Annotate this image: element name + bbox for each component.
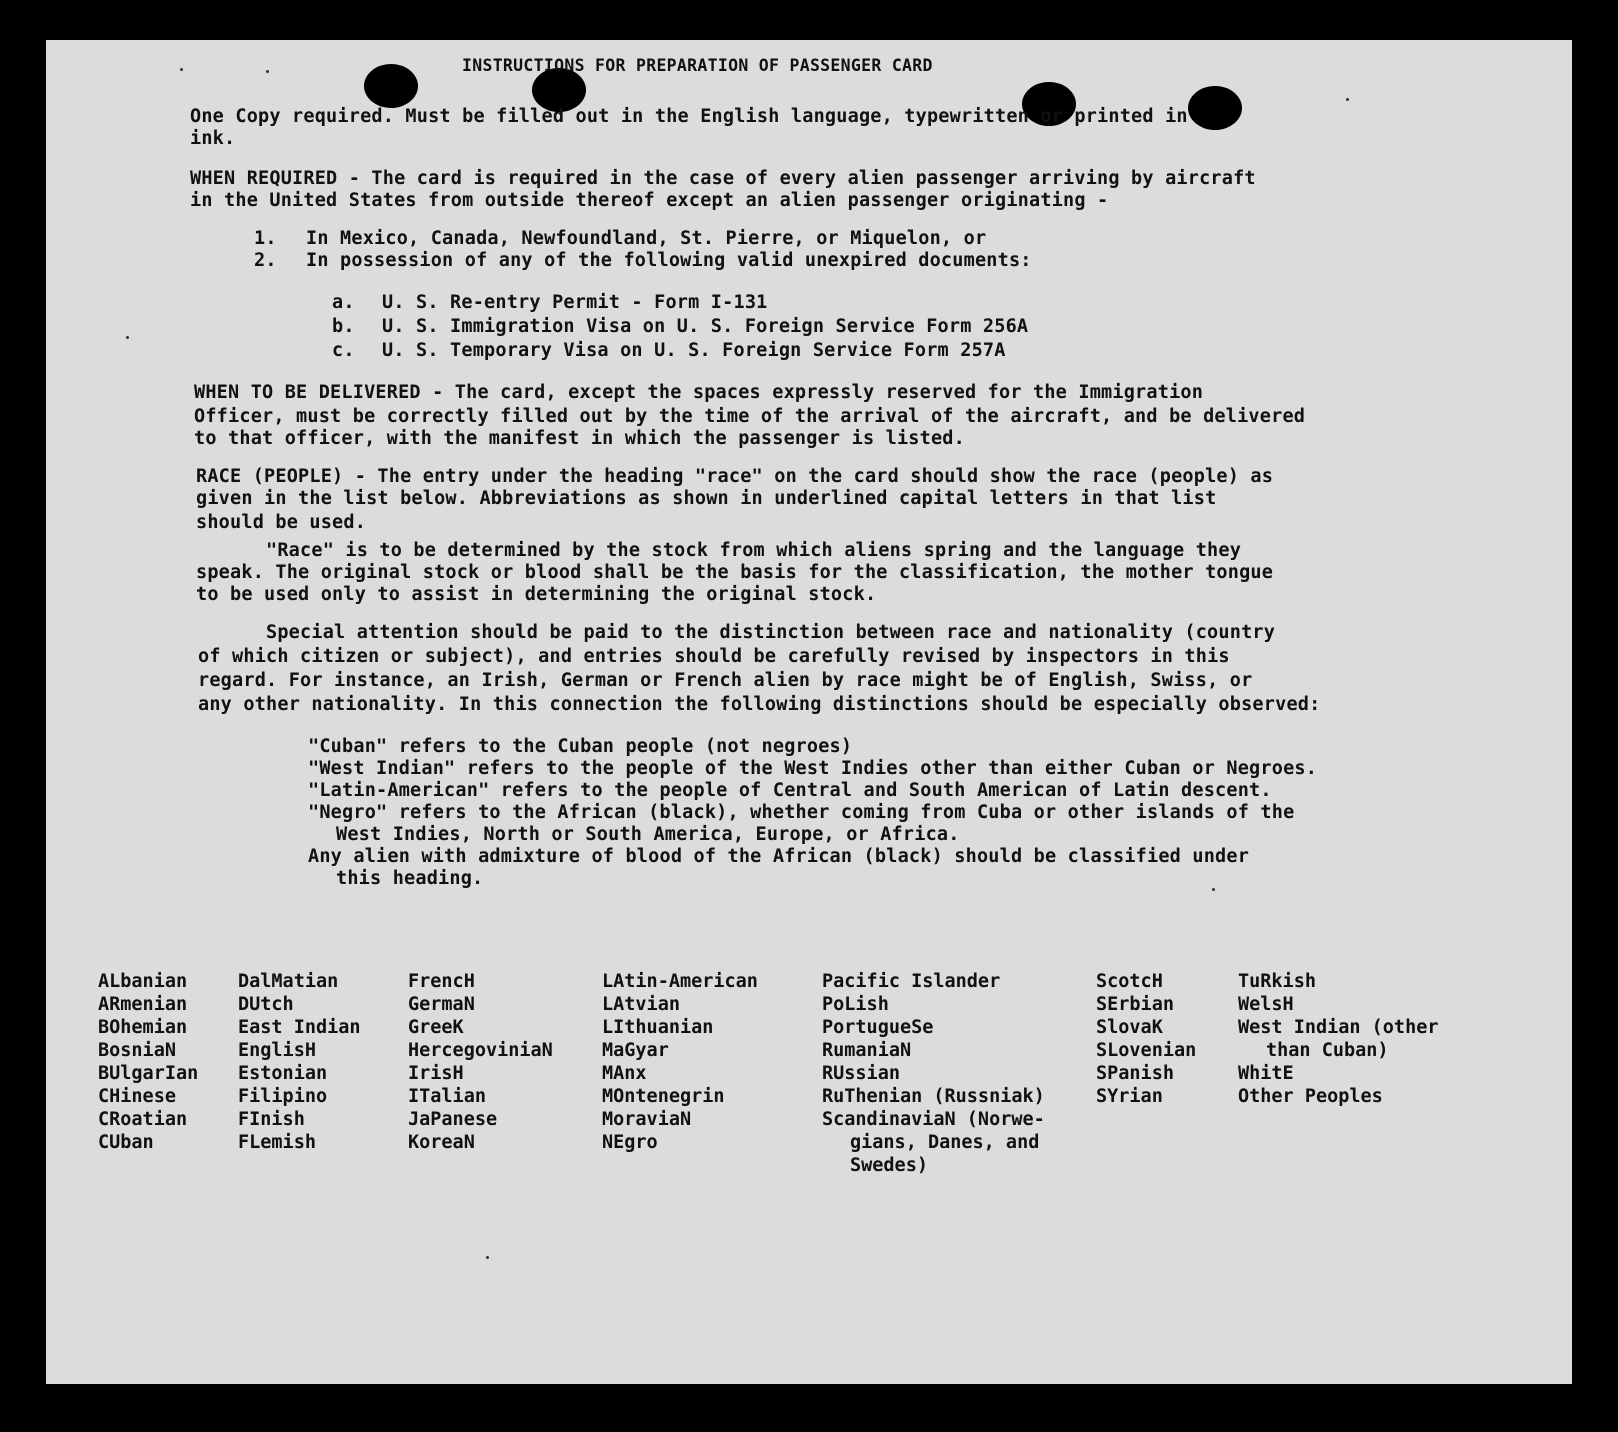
race-list-item: PortugueSe (822, 1017, 934, 1038)
race-paragraph-line: any other nationality. In this connection the following distinctions should be especially observed: (198, 694, 1321, 715)
race-list-item: Filipino (238, 1086, 328, 1107)
race-list-item: MaGyar (602, 1040, 669, 1061)
intro-line: One Copy required. Must be filled out in the English language, typewritten or printed in (190, 106, 1188, 127)
intro-line: ink. (190, 128, 236, 149)
race-list-item: GermaN (408, 994, 475, 1015)
race-list-column (408, 970, 553, 1154)
distinction-line: "Latin-American" refers to the people of Central and South American of Latin descent. (308, 780, 1272, 801)
race-list-item: DalMatian (238, 971, 339, 992)
when-delivered-heading: WHEN TO BE DELIVERED - The card, except the spaces expressly reserved for the Immigration (194, 382, 1204, 403)
dust-speck (1212, 888, 1215, 891)
race-list-item: BosniaN (98, 1040, 176, 1061)
distinction-line: "Negro" refers to the African (black), whether coming from Cuba or other islands of the (308, 802, 1295, 823)
race-line: given in the list below. Abbreviations as shown in underlined capital letters in that list (196, 488, 1217, 509)
dust-speck (486, 1256, 489, 1259)
race-list-item: DUtch (238, 994, 294, 1015)
race-heading: RACE (PEOPLE) - The entry under the heading "race" on the card should show the race (people) as (196, 466, 1274, 487)
race-list-item: ScotcH (1096, 971, 1163, 992)
race-list-item: MAnx (602, 1063, 647, 1084)
race-list-column (1238, 970, 1438, 1108)
distinction-line: "Cuban" refers to the Cuban people (not negroes) (308, 736, 853, 757)
dust-speck (266, 70, 269, 73)
list-item-text: In possession of any of the following valid unexpired documents: (306, 250, 1032, 271)
race-list-item: LIthuanian (602, 1017, 714, 1038)
dust-speck (180, 68, 183, 71)
when-delivered-line: Officer, must be correctly filled out by the time of the arrival of the aircraft, and be delivered (194, 406, 1306, 427)
race-list-item: NEgro (602, 1132, 658, 1153)
race-list-item: RumaniaN (822, 1040, 912, 1061)
race-list-column (98, 970, 198, 1154)
dust-speck (1346, 98, 1349, 101)
sub-item-letter: a. (332, 292, 355, 313)
race-list-item: SYrian (1096, 1086, 1163, 1107)
race-list-column (1096, 970, 1196, 1108)
race-list-item: BOhemian (98, 1017, 188, 1038)
race-list-item: WelsH (1238, 994, 1294, 1015)
race-list-item: Other Peoples (1238, 1086, 1383, 1107)
race-list-item: SlovaK (1096, 1017, 1163, 1038)
race-paragraph-line: of which citizen or subject), and entries should be carefully revised by inspectors in this (198, 646, 1230, 667)
race-list-item: GreeK (408, 1017, 464, 1038)
race-list-column (238, 970, 361, 1154)
race-list-item: MOntenegrin (602, 1086, 725, 1107)
race-list-column (602, 970, 758, 1154)
race-list-item: SLovenian (1096, 1040, 1197, 1061)
punch-hole (364, 64, 418, 108)
sub-item-text: U. S. Immigration Visa on U. S. Foreign Service Form 256A (382, 316, 1029, 337)
race-list-item: FrencH (408, 971, 475, 992)
race-list-item: FLemish (238, 1132, 316, 1153)
race-paragraph-line: speak. The original stock or blood shall be the basis for the classification, the mother tongue (196, 562, 1274, 583)
sub-item-letter: b. (332, 316, 355, 337)
race-list-item: ARmenian (98, 994, 188, 1015)
race-list-item: ALbanian (98, 971, 188, 992)
race-list-item: EnglisH (238, 1040, 316, 1061)
race-line: should be used. (196, 512, 367, 533)
race-list-item: RuThenian (Russniak) (822, 1086, 1045, 1107)
race-list-item: gians, Danes, and (850, 1132, 1040, 1153)
distinction-line: this heading. (336, 868, 484, 889)
race-list-item: Pacific Islander (822, 971, 1001, 992)
race-list-item: IrisH (408, 1063, 464, 1084)
sub-item-text: U. S. Re-entry Permit - Form I-131 (382, 292, 768, 313)
race-list-item: Estonian (238, 1063, 328, 1084)
race-list-item: CRoatian (98, 1109, 188, 1130)
race-list-item: SPanish (1096, 1063, 1174, 1084)
distinction-line: West Indies, North or South America, Europe, or Africa. (336, 824, 960, 845)
race-list-item: BUlgarIan (98, 1063, 199, 1084)
sub-item-text: U. S. Temporary Visa on U. S. Foreign Service Form 257A (382, 340, 1006, 361)
race-list-item: TuRkish (1238, 971, 1316, 992)
document-title: INSTRUCTIONS FOR PREPARATION OF PASSENGER CARD (462, 56, 933, 75)
race-list-item: WhitE (1238, 1063, 1294, 1084)
list-item-number: 2. (254, 250, 277, 271)
race-list-item: LAtvian (602, 994, 680, 1015)
list-item-text: In Mexico, Canada, Newfoundland, St. Pierre, or Miquelon, or (306, 228, 987, 249)
race-paragraph-line: "Race" is to be determined by the stock from which aliens spring and the language they (266, 540, 1242, 561)
race-list-item: than Cuban) (1266, 1040, 1389, 1061)
race-list-item: JaPanese (408, 1109, 498, 1130)
race-list-item: PoLish (822, 994, 889, 1015)
when-required-heading: WHEN REQUIRED - The card is required in the case of every alien passenger arriving by aircraft (190, 168, 1256, 189)
when-required-line: in the United States from outside thereof except an alien passenger originating - (190, 190, 1109, 211)
race-list-item: CHinese (98, 1086, 176, 1107)
race-list-item: ITalian (408, 1086, 486, 1107)
race-list-item: SErbian (1096, 994, 1174, 1015)
race-list-item: CUban (98, 1132, 154, 1153)
race-list-item: RUssian (822, 1063, 900, 1084)
distinction-line: Any alien with admixture of blood of the African (black) should be classified under (308, 846, 1250, 867)
race-list-item: East Indian (238, 1017, 361, 1038)
list-item-number: 1. (254, 228, 277, 249)
race-paragraph-line: Special attention should be paid to the distinction between race and nationality (country (266, 622, 1276, 643)
race-list-item: HercegoviniaN (408, 1040, 553, 1061)
document-page (46, 40, 1572, 1384)
race-paragraph-line: regard. For instance, an Irish, German or French alien by race might be of English, Swiss, or (198, 670, 1253, 691)
race-paragraph-line: to be used only to assist in determining the original stock. (196, 584, 877, 605)
punch-hole (1188, 86, 1242, 130)
sub-item-letter: c. (332, 340, 355, 361)
when-delivered-line: to that officer, with the manifest in which the passenger is listed. (194, 428, 965, 449)
race-list-column (822, 970, 1045, 1177)
dust-speck (126, 336, 129, 339)
race-list-item: KoreaN (408, 1132, 475, 1153)
race-list-item: LAtin-American (602, 971, 758, 992)
race-list-item: ScandinaviaN (Norwe- (822, 1109, 1045, 1130)
race-list-item: MoraviaN (602, 1109, 692, 1130)
race-list-item: FInish (238, 1109, 305, 1130)
race-list-item: Swedes) (850, 1155, 928, 1176)
race-list-item: West Indian (other (1238, 1017, 1439, 1038)
distinction-line: "West Indian" refers to the people of the West Indies other than either Cuban or Negroes. (308, 758, 1318, 779)
